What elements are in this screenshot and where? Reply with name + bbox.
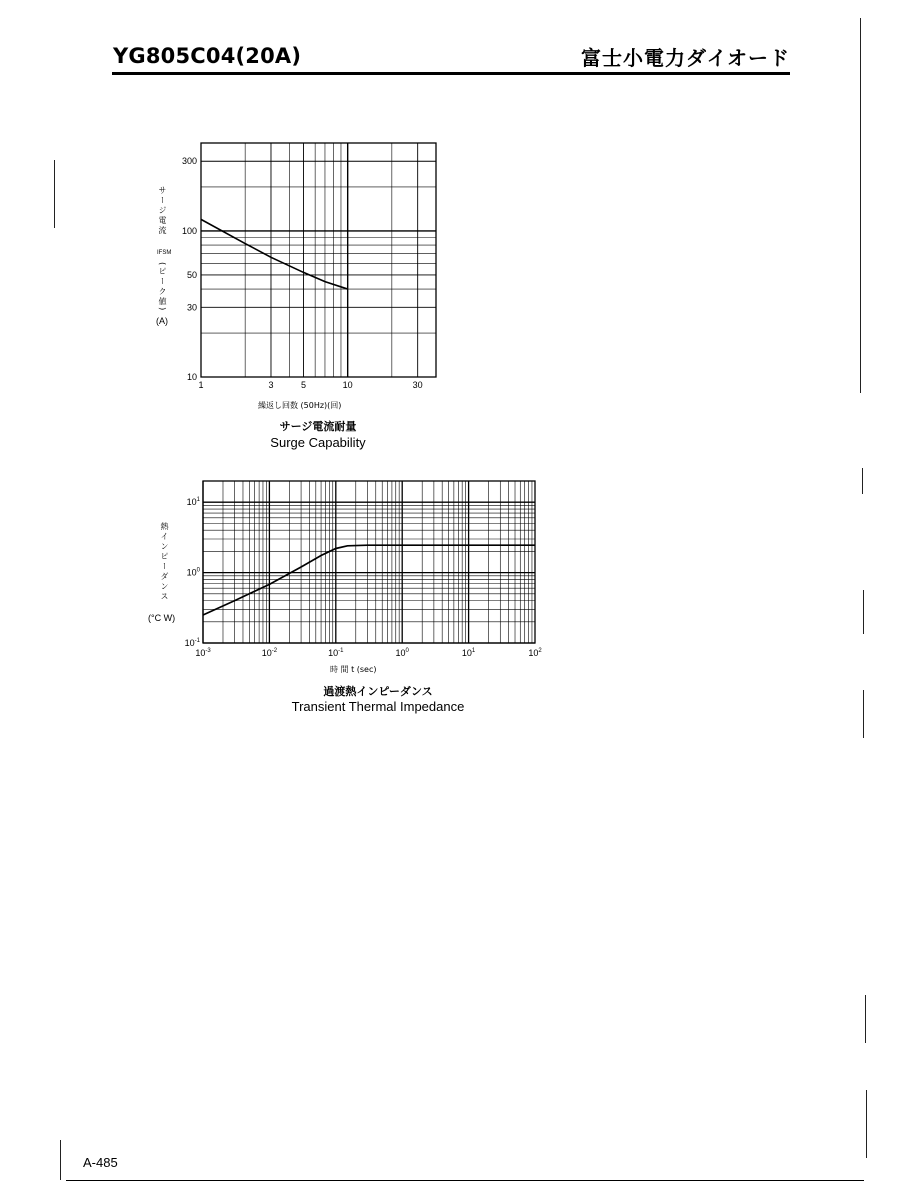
footer-rule <box>66 1180 864 1181</box>
y-tick-label: 30 <box>186 302 197 313</box>
surge-ylabel-symbol: IFSM <box>157 250 172 256</box>
surge-title-jp: サージ電流耐量 <box>279 420 357 433</box>
thermal-series-line <box>203 545 535 615</box>
y-tick-label: 300 <box>181 156 197 167</box>
x-tick-label: $10^1$ <box>461 648 476 658</box>
y-tick-label: $10^{-1}$ <box>184 638 200 648</box>
thermal-xlabel: 時 間 t (sec) <box>330 665 377 674</box>
thermal-yunit: (°C W) <box>148 613 176 623</box>
page-number: A-485 <box>83 1155 118 1170</box>
surge-ylabel-qualifier: (ピーク値) <box>158 262 167 313</box>
y-tick-label: 50 <box>186 269 197 280</box>
thermal-title: Transient Thermal Impedance <box>291 699 465 714</box>
x-tick-label: 10 <box>342 380 353 390</box>
x-tick-label: $10^{-2}$ <box>261 648 278 658</box>
surge-yunit: (A) <box>156 316 168 326</box>
thermal-title-jp: 過渡熱インピーダンス <box>323 685 433 698</box>
y-tick-label: 100 <box>181 225 197 236</box>
x-tick-label: 5 <box>301 380 307 390</box>
x-tick-label: $10^2$ <box>528 648 542 658</box>
y-tick-label: $10^0$ <box>186 567 200 578</box>
y-tick-label: $10^1$ <box>186 497 200 508</box>
surge-xlabel: 繰返し回数 (50Hz)(回) <box>258 401 342 410</box>
y-tick-label: 10 <box>186 372 197 382</box>
product-category: 富士小電力ダイオード <box>581 46 790 70</box>
x-tick-label: 1 <box>198 380 204 390</box>
x-tick-label: $10^{-3}$ <box>195 648 211 658</box>
x-tick-label: 3 <box>268 380 274 390</box>
x-tick-label: $10^0$ <box>395 648 409 658</box>
x-tick-label: 30 <box>412 380 423 390</box>
thermal-ylabel: 熱インピーダンス <box>160 522 169 602</box>
surge-title: Surge Capability <box>270 435 366 450</box>
surge-ylabel: サージ電流 <box>158 186 167 236</box>
x-tick-label: $10^{-1}$ <box>328 648 344 658</box>
part-number: YG805C04(20A) <box>113 44 302 68</box>
